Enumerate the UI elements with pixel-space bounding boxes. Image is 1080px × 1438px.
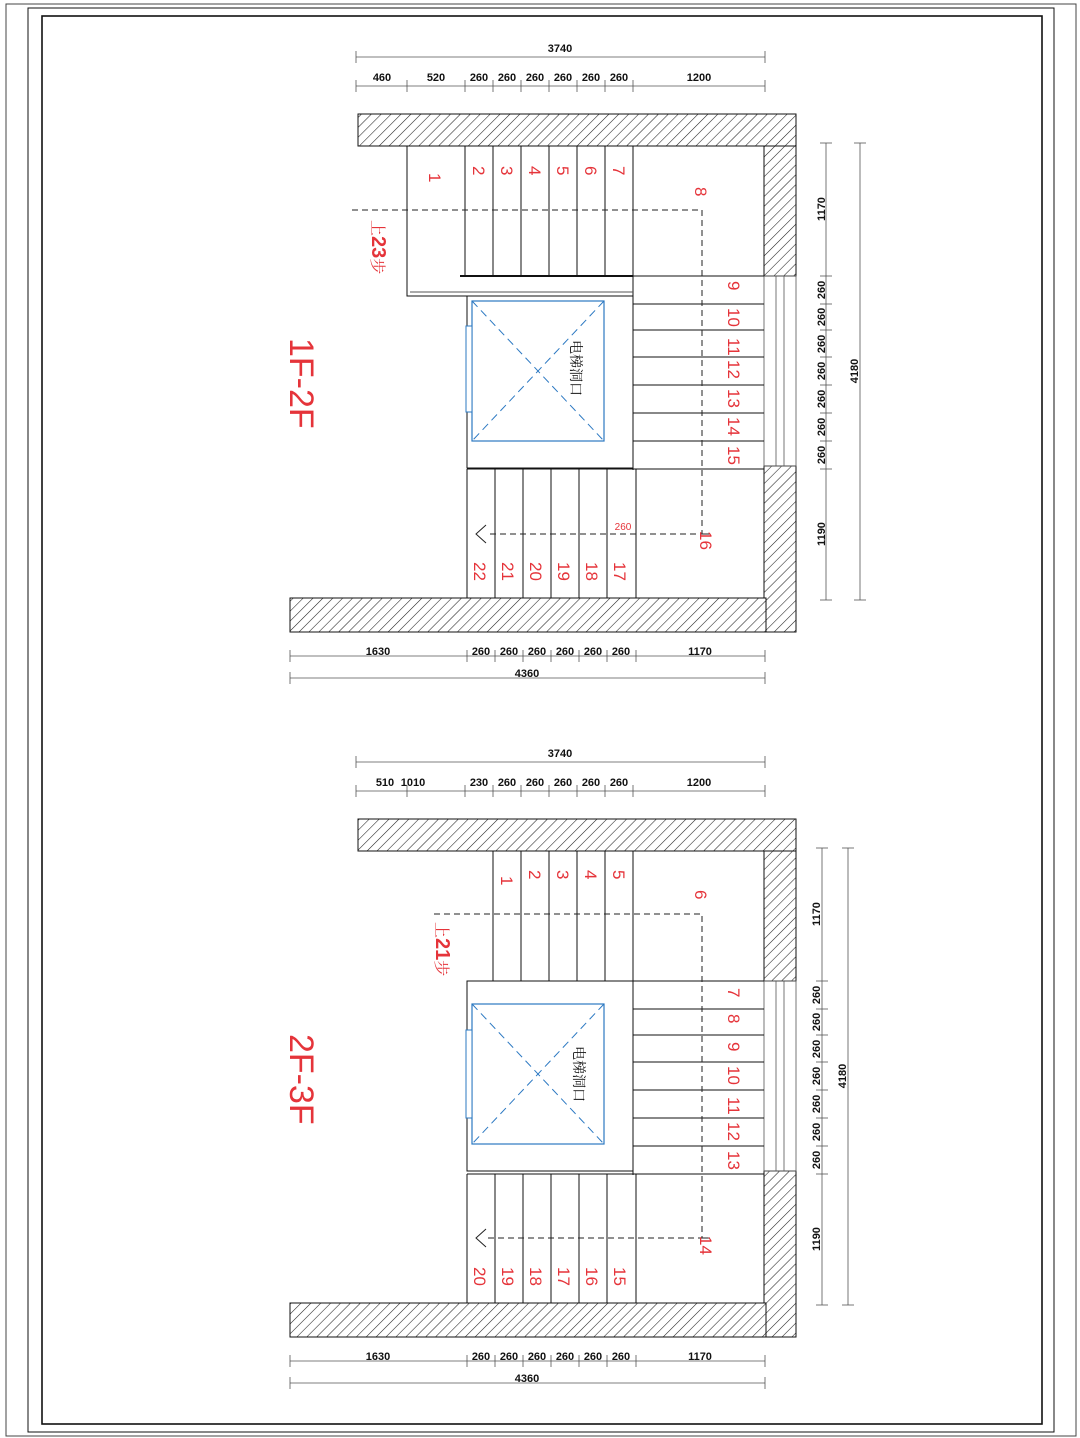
dim-bottom: 260 <box>527 646 547 658</box>
dim-top: 260 <box>469 72 489 84</box>
dim-right: 1190 <box>816 522 828 546</box>
step-number: 9 <box>724 281 743 291</box>
dim-top-total: 3740 <box>547 748 573 760</box>
dim-right: 1190 <box>811 1227 823 1251</box>
dim-top-total: 3740 <box>547 43 573 55</box>
step-number: 14 <box>696 1236 715 1255</box>
dim-top: 260 <box>525 777 545 789</box>
dim-top: 260 <box>497 777 517 789</box>
dim-right: 260 <box>811 1039 823 1059</box>
dim-right: 1170 <box>816 197 828 221</box>
up-steps-label <box>431 922 453 976</box>
elevator-opening <box>466 296 633 468</box>
step-number: 18 <box>526 1267 545 1286</box>
dim-bottom: 260 <box>471 646 491 658</box>
svg-text:上21步: 上21步 <box>431 922 453 977</box>
step-number: 7 <box>724 988 743 998</box>
dim-right: 260 <box>816 307 828 327</box>
dim-right: 260 <box>811 985 823 1005</box>
step-number: 11 <box>724 338 743 356</box>
step-number: 3 <box>497 166 516 176</box>
step-number: 11 <box>724 1097 743 1115</box>
svg-text:上23步: 上23步 <box>367 220 389 275</box>
step-number: 17 <box>554 1267 573 1286</box>
dim-right: 260 <box>816 445 828 465</box>
wall-right-upper <box>764 146 796 276</box>
outer-frame <box>6 4 1076 1436</box>
landing-dimension: 260 <box>614 522 632 533</box>
plan-1f-2f <box>282 43 866 684</box>
dim-top: 260 <box>581 777 601 789</box>
direction-arrow <box>476 1229 486 1247</box>
step-number: 14 <box>724 417 743 436</box>
window <box>764 276 796 466</box>
stair-flight-right <box>633 276 764 470</box>
dim-right: 260 <box>816 417 828 437</box>
dim-top: 260 <box>553 777 573 789</box>
dim-bottom: 260 <box>499 1351 519 1363</box>
elevator-opening <box>466 981 633 1171</box>
dim-top: 230 <box>469 777 489 789</box>
dim-right: 260 <box>816 361 828 381</box>
dim-right: 260 <box>816 389 828 409</box>
step-number: 13 <box>724 389 743 408</box>
dim-bottom: 260 <box>471 1351 491 1363</box>
step-number: 6 <box>691 890 710 900</box>
dim-bottom: 1170 <box>688 1351 712 1363</box>
step-number: 20 <box>470 1267 489 1286</box>
dim-bottom: 260 <box>583 1351 603 1363</box>
dim-bottom: 1630 <box>365 646 391 658</box>
dim-bottom-total: 4360 <box>514 668 540 680</box>
up-steps-label <box>367 220 389 274</box>
wall-right-upper <box>764 851 796 981</box>
dim-bottom: 260 <box>583 646 603 658</box>
step-number: 8 <box>691 187 710 197</box>
elevator-label: 电梯洞口 <box>571 1046 587 1102</box>
dim-right: 260 <box>811 1122 823 1142</box>
step-number: 7 <box>609 166 628 176</box>
dim-top: 260 <box>497 72 517 84</box>
step-number: 1 <box>497 876 516 886</box>
dim-right: 260 <box>811 1012 823 1032</box>
step-number: 5 <box>609 870 628 880</box>
step-number: 22 <box>470 562 489 581</box>
dim-top: 260 <box>609 72 629 84</box>
step-number: 3 <box>553 870 572 880</box>
step-number: 16 <box>582 1267 601 1286</box>
plan-2f-3f <box>282 748 854 1389</box>
dim-bottom: 260 <box>555 646 575 658</box>
elevator-label: 电梯洞口 <box>568 340 584 396</box>
walking-line <box>434 914 702 1238</box>
dim-bottom: 260 <box>499 646 519 658</box>
dim-bottom: 260 <box>555 1351 575 1363</box>
wall-right-lower <box>764 1171 796 1337</box>
dim-bottom: 260 <box>611 1351 631 1363</box>
step-number: 5 <box>553 166 572 176</box>
dim-top: 260 <box>609 777 629 789</box>
step-number: 19 <box>554 562 573 581</box>
dim-top: 1200 <box>686 72 712 84</box>
step-number: 6 <box>581 166 600 176</box>
dim-right: 260 <box>816 280 828 300</box>
dim-top: 260 <box>581 72 601 84</box>
dim-right-total: 4180 <box>837 1063 849 1089</box>
dim-bottom: 260 <box>611 646 631 658</box>
floor-label: 1F-2F <box>282 338 320 429</box>
step-number: 2 <box>525 870 544 880</box>
step-number: 17 <box>610 562 629 581</box>
dim-right: 260 <box>816 334 828 354</box>
dim-right: 260 <box>811 1066 823 1086</box>
step-number: 1 <box>425 173 444 183</box>
dim-right-total: 4180 <box>849 358 861 384</box>
step-number: 12 <box>724 360 743 379</box>
dim-top: 1200 <box>686 777 712 789</box>
window <box>764 981 796 1171</box>
step-number: 10 <box>724 308 743 327</box>
step-number: 19 <box>498 1267 517 1286</box>
stair-flight-right <box>633 981 764 1175</box>
wall-bottom <box>290 1303 766 1337</box>
step-number: 9 <box>724 1042 743 1052</box>
walking-line <box>352 210 702 534</box>
dim-bottom: 1170 <box>688 646 712 658</box>
frame-border-middle <box>28 8 1054 1432</box>
step-number: 4 <box>581 870 600 880</box>
dim-top: 260 <box>553 72 573 84</box>
dim-top: 1010 <box>400 777 426 789</box>
dim-top: 510 <box>375 777 395 789</box>
dim-right: 260 <box>811 1094 823 1114</box>
step-number: 16 <box>696 531 715 550</box>
dim-top: 260 <box>525 72 545 84</box>
step-number: 12 <box>724 1122 743 1141</box>
step-number: 8 <box>724 1014 743 1024</box>
dim-right: 260 <box>811 1150 823 1170</box>
step-number: 10 <box>724 1066 743 1085</box>
frame-border-inner <box>42 16 1042 1424</box>
dim-bottom: 260 <box>527 1351 547 1363</box>
step-number: 18 <box>582 562 601 581</box>
direction-arrow <box>476 525 486 543</box>
dim-bottom: 1630 <box>365 1351 391 1363</box>
wall-top <box>358 819 796 851</box>
step-number: 15 <box>724 446 743 465</box>
dim-top: 520 <box>426 72 446 84</box>
wall-right-lower <box>764 466 796 632</box>
wall-top <box>358 114 796 146</box>
wall-bottom <box>290 598 766 632</box>
step-number: 4 <box>525 166 544 176</box>
dim-top: 460 <box>372 72 392 84</box>
step-number: 15 <box>610 1267 629 1286</box>
step-number: 2 <box>469 166 488 176</box>
step-number: 20 <box>526 562 545 581</box>
step-number: 21 <box>498 562 517 581</box>
step-number: 13 <box>724 1151 743 1170</box>
dim-bottom-total: 4360 <box>514 1373 540 1385</box>
dim-right: 1170 <box>811 902 823 926</box>
floor-label: 2F-3F <box>282 1034 320 1125</box>
